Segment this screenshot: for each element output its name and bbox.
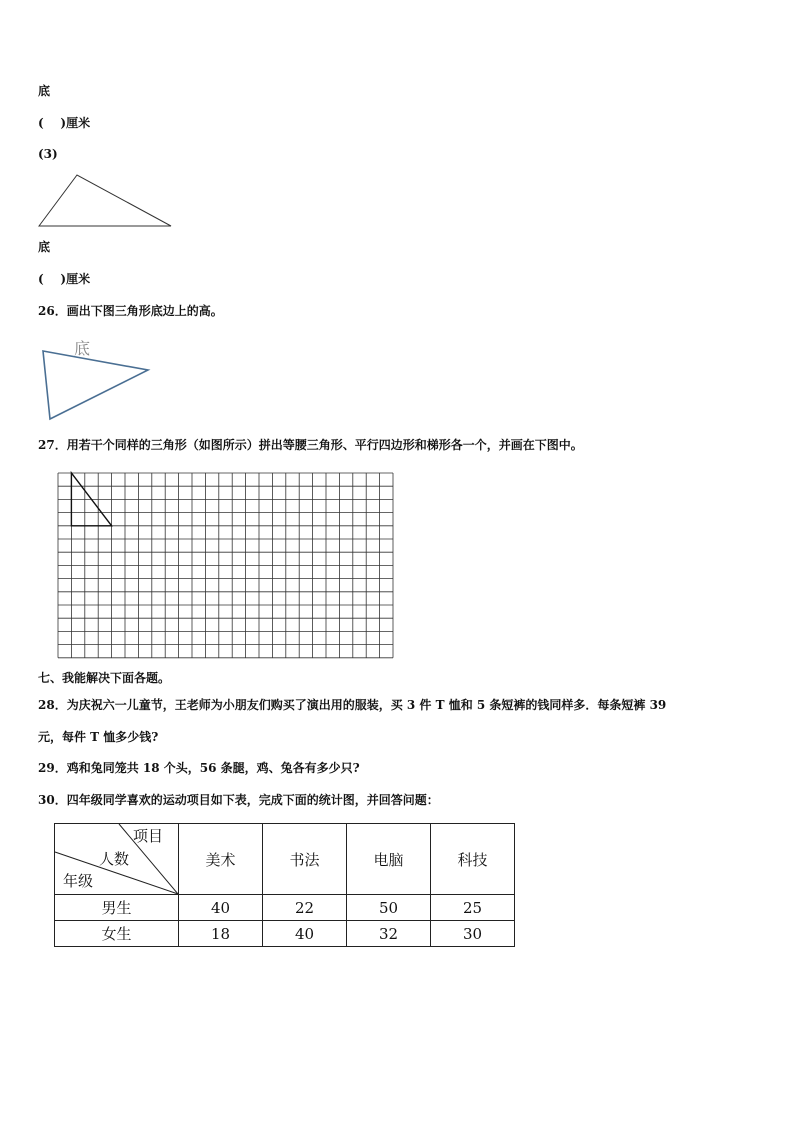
table-cell: 32 <box>347 921 431 947</box>
question-27-text: 27．用若干个同样的三角形（如图所示）拼出等腰三角形、平行四边形和梯形各一个，并画在下图中。 <box>38 438 583 452</box>
question-28-line1: 28．为庆祝六一儿童节，王老师为小朋友们购买了演出用的服装，买 3 件 T 恤和 5 条短裤的钱同样多．每条短裤 39 <box>38 698 667 712</box>
table-row <box>55 895 515 921</box>
question-28-line2: 元，每件 T 恤多少钱? <box>38 730 159 744</box>
corner-label-count: 人数 <box>99 850 130 868</box>
table-header-row <box>55 824 515 895</box>
drawing-grid[interactable] <box>56 471 401 661</box>
base-label-3: 底 <box>38 240 51 254</box>
table-cell: 30 <box>431 921 515 947</box>
table-cell: 50 <box>347 895 431 921</box>
triangle-figure-26 <box>40 333 160 423</box>
table-row <box>55 921 515 947</box>
table-cell: 18 <box>179 921 263 947</box>
table-cell: 40 <box>179 895 263 921</box>
triangle-26-base-label: 底 <box>74 339 91 358</box>
corner-label-grade: 年级 <box>63 872 94 890</box>
triangle-26-shape <box>43 351 148 419</box>
sports-preference-table <box>54 823 515 947</box>
question-30-text: 30．四年级同学喜欢的运动项目如下表，完成下面的统计图，并回答问题： <box>38 793 439 807</box>
triangle-3-shape <box>39 175 171 226</box>
table-col-header: 书法 <box>263 824 347 895</box>
table-row-label: 女生 <box>55 921 179 947</box>
table-row-label: 男生 <box>55 895 179 921</box>
question-29-text: 29．鸡和兔同笼共 18 个头，56 条腿，鸡、兔各有多少只? <box>38 761 360 775</box>
table-cell: 25 <box>431 895 515 921</box>
table-corner-cell <box>55 824 179 895</box>
base-label-2: 底 <box>38 84 51 98</box>
sub-question-3-label: (3) <box>38 147 58 161</box>
table-cell: 40 <box>263 921 347 947</box>
question-26-text: 26．画出下图三角形底边上的高。 <box>38 304 223 318</box>
answer-blank-2[interactable]: ( )厘米 <box>38 116 91 130</box>
corner-label-item: 项目 <box>133 827 164 845</box>
table-col-header: 电脑 <box>347 824 431 895</box>
table-cell: 22 <box>263 895 347 921</box>
table-col-header: 美术 <box>179 824 263 895</box>
section-7-heading: 七、我能解决下面各题。 <box>38 671 171 685</box>
triangle-figure-3 <box>36 172 176 232</box>
table-col-header: 科技 <box>431 824 515 895</box>
answer-blank-3[interactable]: ( )厘米 <box>38 272 91 286</box>
